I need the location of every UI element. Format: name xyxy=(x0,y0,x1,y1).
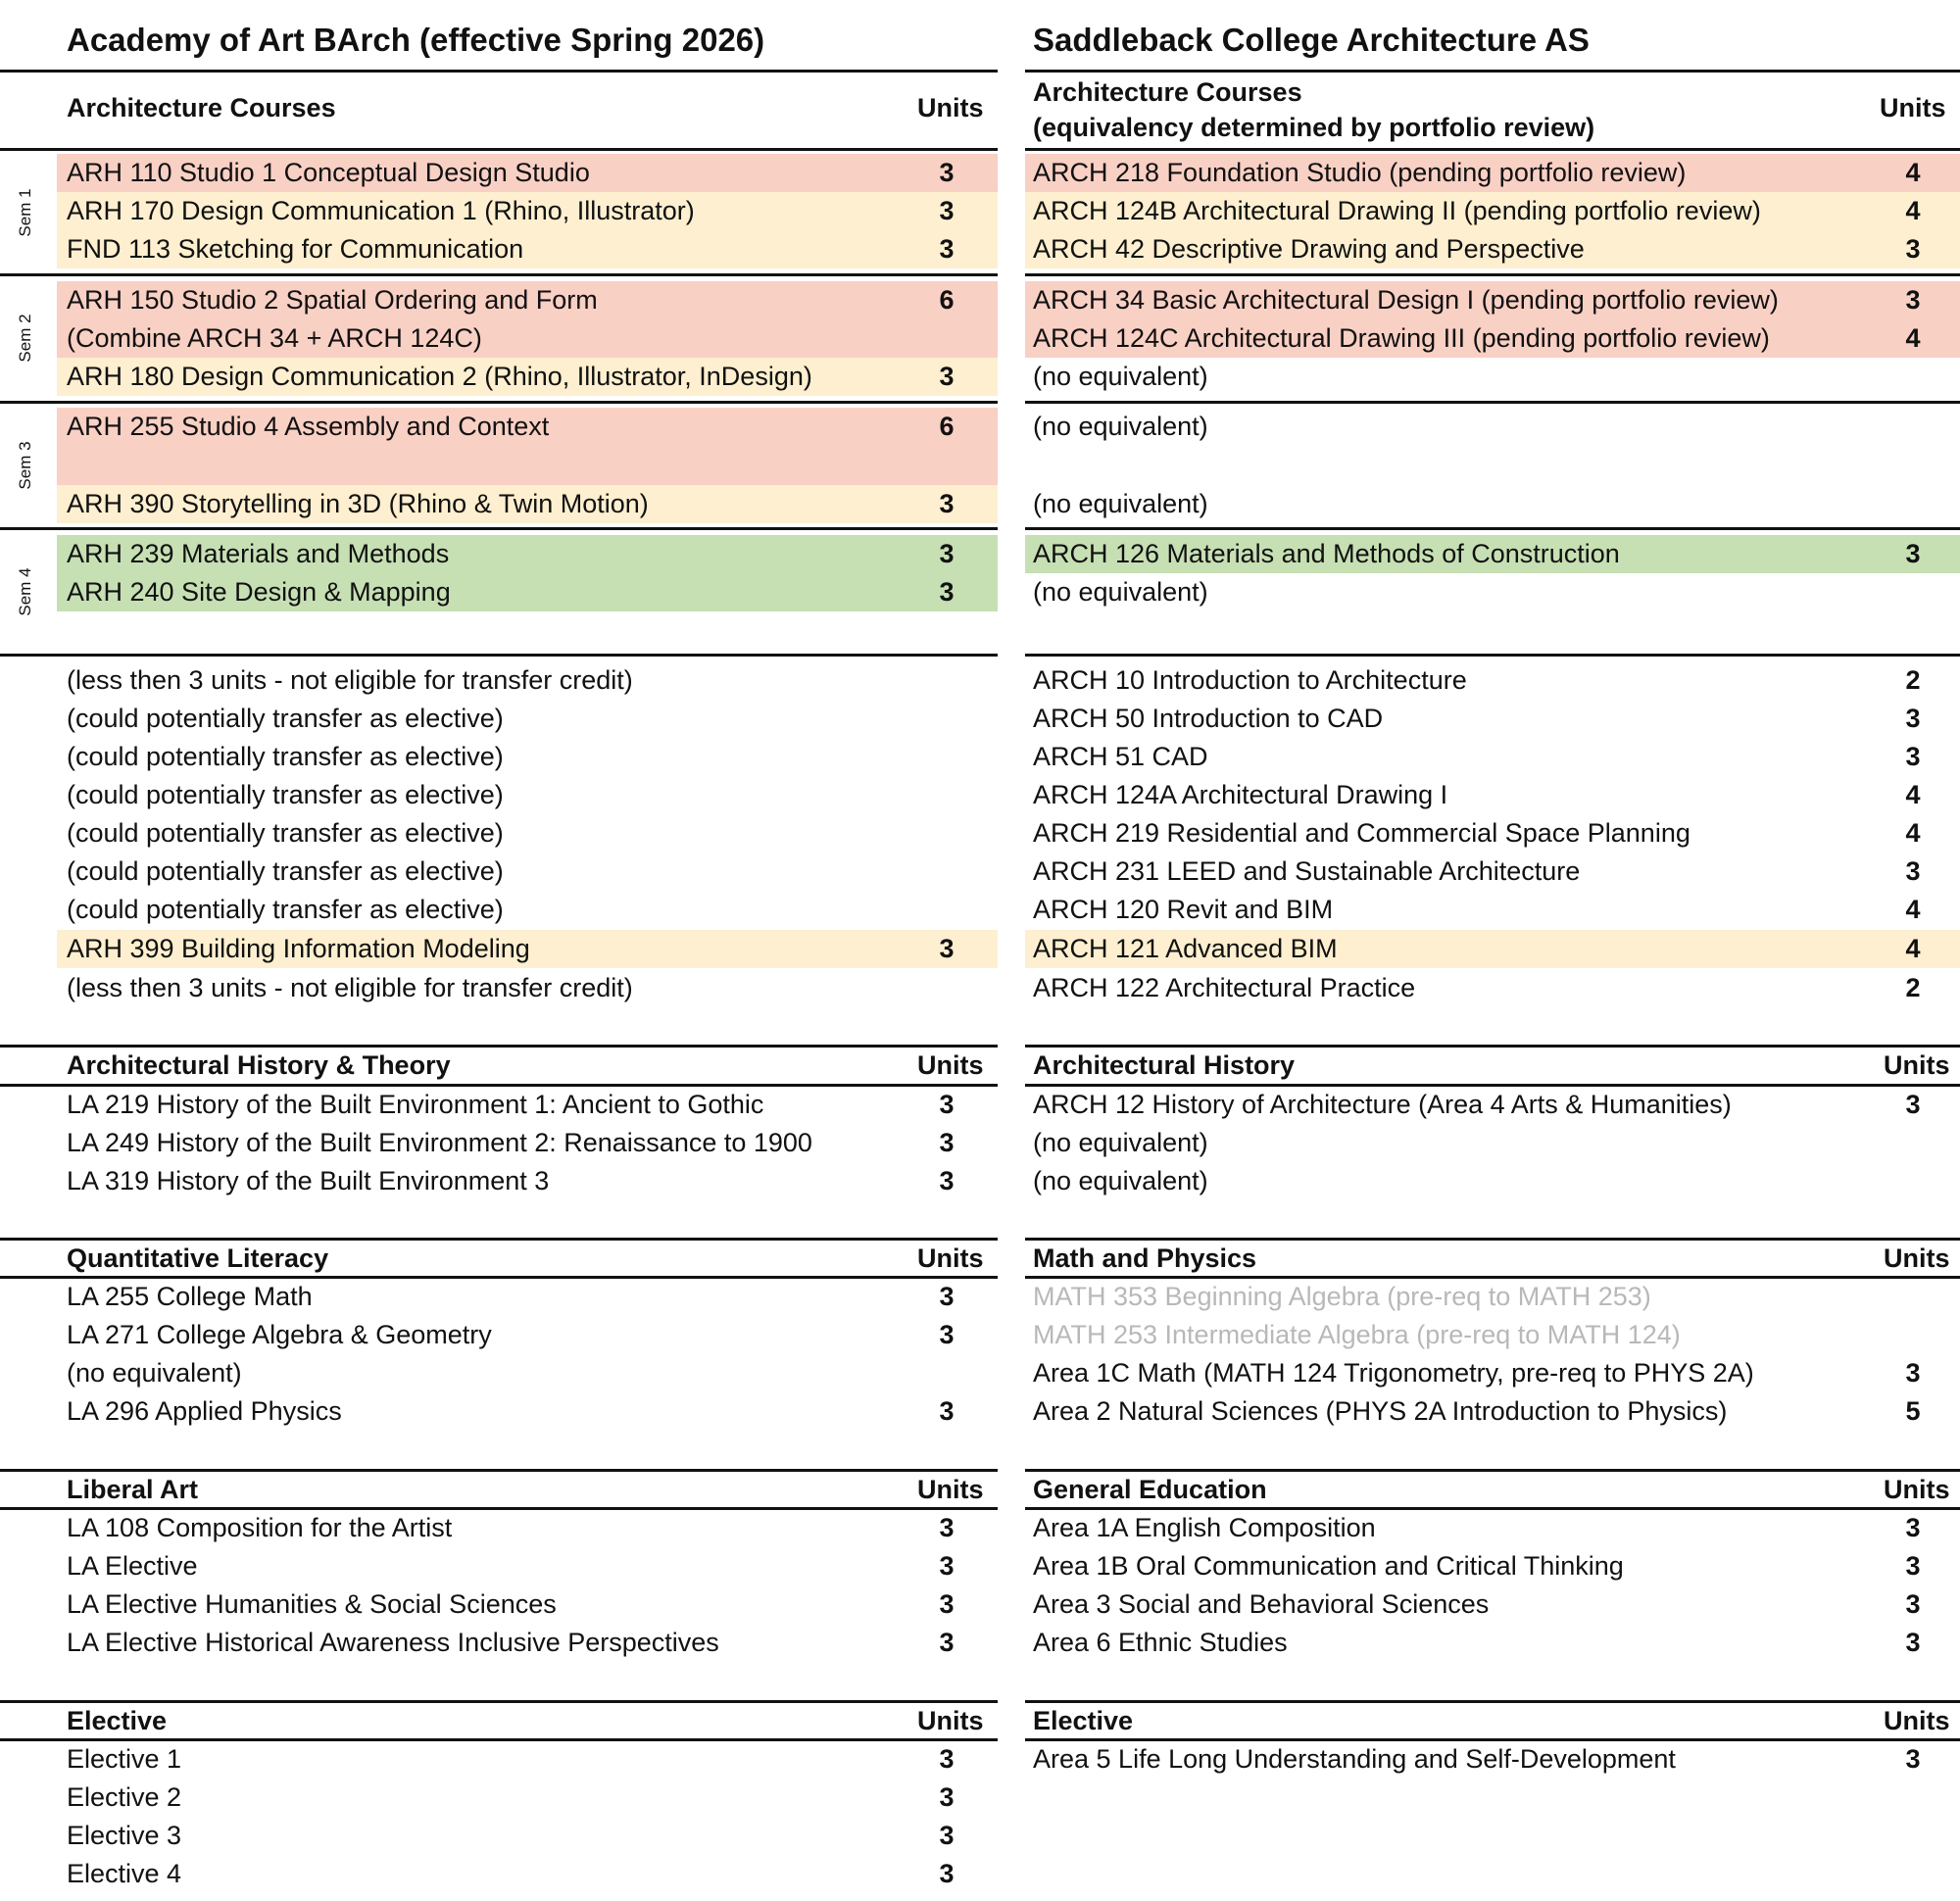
course-units: 3 xyxy=(939,1320,955,1349)
table-row xyxy=(1025,738,1960,776)
liberal-art-header: Liberal Art xyxy=(67,1475,199,1504)
course-units: 3 xyxy=(1905,234,1921,264)
table-row xyxy=(57,573,998,611)
table-row xyxy=(1025,1624,1960,1662)
course-units: 3 xyxy=(939,539,955,568)
course-name: ARCH 50 Introduction to CAD xyxy=(1033,704,1384,733)
course-units: 3 xyxy=(939,1090,955,1119)
course-name: ARCH 124B Architectural Drawing II (pending portfolio review) xyxy=(1033,196,1761,225)
course-units: 3 xyxy=(939,1166,955,1195)
course-units: 3 xyxy=(939,934,955,963)
course-units: 3 xyxy=(1905,1589,1921,1619)
table-row xyxy=(0,1585,998,1624)
course-units: 3 xyxy=(1905,539,1921,568)
table-row xyxy=(0,1779,998,1817)
elective-units-header: Units xyxy=(1884,1706,1950,1735)
course-units: 4 xyxy=(1905,780,1921,809)
right-title: Saddleback College Architecture AS xyxy=(1033,22,1590,58)
right-arch-header-note: (equivalency determined by portfolio review) xyxy=(1033,113,1595,142)
course-name: ARH 399 Building Information Modeling xyxy=(67,934,530,963)
course-name: ARH 170 Design Communication 1 (Rhino, Illustrator) xyxy=(67,196,695,225)
course-units: 3 xyxy=(939,1744,955,1774)
course-name: ARCH 124C Architectural Drawing III (pending portfolio review) xyxy=(1033,323,1770,353)
course-units: 3 xyxy=(939,1282,955,1311)
course-name: LA Elective Historical Awareness Inclusive Perspectives xyxy=(67,1628,719,1657)
course-name: ARCH 126 Materials and Methods of Construction xyxy=(1033,539,1620,568)
table-row xyxy=(0,1547,998,1585)
section-header xyxy=(1025,1471,1960,1509)
course-name: ARCH 124A Architectural Drawing I xyxy=(1033,780,1448,809)
divider xyxy=(1025,527,1960,530)
divider xyxy=(1025,401,1960,404)
course-units: 3 xyxy=(1905,1090,1921,1119)
course-note: (could potentially transfer as elective) xyxy=(67,780,504,809)
course-units: 3 xyxy=(939,1128,955,1157)
quant-units-header: Units xyxy=(917,1243,984,1273)
course-units: 4 xyxy=(1905,158,1921,187)
left-arch-header: Architecture Courses xyxy=(67,93,336,122)
course-name: LA 255 College Math xyxy=(67,1282,313,1311)
course-name: ARCH 120 Revit and BIM xyxy=(1033,895,1334,924)
course-name: ARH 110 Studio 1 Conceptual Design Studio xyxy=(67,158,590,187)
table-row xyxy=(0,776,998,814)
course-name: Elective 4 xyxy=(67,1859,182,1888)
table-row xyxy=(1025,1740,1960,1779)
course-name: Elective 1 xyxy=(67,1744,182,1774)
table-row xyxy=(1025,1509,1960,1547)
course-note: (could potentially transfer as elective) xyxy=(67,742,504,771)
course-note: (no equivalent) xyxy=(67,1358,242,1388)
course-units: 3 xyxy=(1905,1358,1921,1388)
course-note: (no equivalent) xyxy=(1033,412,1208,441)
course-name-muted: MATH 253 Intermediate Algebra (pre-req to MATH 124) xyxy=(1033,1320,1681,1349)
table-row xyxy=(0,738,998,776)
math-header: Math and Physics xyxy=(1033,1243,1257,1273)
table-row xyxy=(57,281,998,319)
divider xyxy=(0,401,998,404)
course-units: 3 xyxy=(1905,856,1921,886)
course-name: ARCH 231 LEED and Sustainable Architecture xyxy=(1033,856,1581,886)
course-name-muted: MATH 353 Beginning Algebra (pre-req to MATH 253) xyxy=(1033,1282,1651,1311)
course-units: 3 xyxy=(939,1628,955,1657)
table-row xyxy=(1025,1547,1960,1585)
table-row xyxy=(57,408,998,485)
table-row xyxy=(1025,1278,1960,1316)
table-row xyxy=(1025,535,1960,573)
table-row xyxy=(1025,700,1960,738)
course-units: 4 xyxy=(1905,934,1921,963)
history-header: Architectural History xyxy=(1033,1050,1296,1080)
course-name: LA 319 History of the Built Environment 3 xyxy=(67,1166,550,1195)
table-row xyxy=(0,1162,998,1200)
course-units: 3 xyxy=(939,1396,955,1426)
table-row xyxy=(1025,230,1960,268)
elective-units-header: Units xyxy=(917,1706,984,1735)
table-row xyxy=(1025,408,1960,446)
course-name: Area 2 Natural Sciences (PHYS 2A Introduction to Physics) xyxy=(1033,1396,1728,1426)
course-name: FND 113 Sketching for Communication xyxy=(67,234,524,264)
section-header xyxy=(0,1471,998,1509)
table-row xyxy=(1025,1585,1960,1624)
course-units: 3 xyxy=(1905,1551,1921,1581)
course-name: LA Elective Humanities & Social Sciences xyxy=(67,1589,557,1619)
section-header xyxy=(0,1047,998,1085)
course-name: ARH 390 Storytelling in 3D (Rhino & Twin Motion) xyxy=(67,489,649,518)
divider xyxy=(1025,70,1960,73)
course-units: 3 xyxy=(1905,742,1921,771)
course-name: ARCH 121 Advanced BIM xyxy=(1033,934,1338,963)
course-note: (could potentially transfer as elective) xyxy=(67,818,504,848)
course-units: 4 xyxy=(1905,323,1921,353)
table-row xyxy=(1025,891,1960,929)
table-row xyxy=(0,1278,998,1316)
left-title: Academy of Art BArch (effective Spring 2026) xyxy=(67,22,765,58)
section-header xyxy=(0,1702,998,1740)
course-note: (Combine ARCH 34 + ARCH 124C) xyxy=(67,323,482,353)
course-note: (could potentially transfer as elective) xyxy=(67,895,504,924)
table-row xyxy=(1025,1354,1960,1392)
course-note: (no equivalent) xyxy=(1033,1128,1208,1157)
section-header xyxy=(1025,1240,1960,1278)
course-name: Elective 3 xyxy=(67,1821,182,1850)
course-name: LA Elective xyxy=(67,1551,198,1581)
course-units: 3 xyxy=(1905,285,1921,315)
course-units: 6 xyxy=(939,412,955,441)
course-name: LA 249 History of the Built Environment 2: Renaissance to 1900 xyxy=(67,1128,812,1157)
table-row xyxy=(0,1855,998,1893)
table-row xyxy=(1025,1124,1960,1162)
table-row xyxy=(57,485,998,523)
table-row xyxy=(1025,154,1960,192)
ge-header: General Education xyxy=(1033,1475,1267,1504)
table-row xyxy=(0,1509,998,1547)
course-units: 3 xyxy=(939,196,955,225)
quant-header: Quantitative Literacy xyxy=(67,1243,329,1273)
table-row xyxy=(57,192,998,230)
course-note: (could potentially transfer as elective) xyxy=(67,704,504,733)
table-row xyxy=(1025,1162,1960,1200)
course-name: ARH 150 Studio 2 Spatial Ordering and Form xyxy=(67,285,598,315)
sem-4-label: Sem 4 xyxy=(16,567,34,616)
table-row xyxy=(0,700,998,738)
course-note: (could potentially transfer as elective) xyxy=(67,856,504,886)
course-units: 6 xyxy=(939,285,955,315)
course-units: 3 xyxy=(1905,1628,1921,1657)
table-row xyxy=(1025,281,1960,319)
course-name: LA 271 College Algebra & Geometry xyxy=(67,1320,492,1349)
course-units: 3 xyxy=(939,1782,955,1812)
section-header xyxy=(1025,1047,1960,1085)
table-row xyxy=(1025,1392,1960,1431)
table-row xyxy=(1025,573,1960,611)
table-row xyxy=(57,535,998,573)
course-units: 2 xyxy=(1905,665,1921,695)
table-row xyxy=(57,319,998,358)
history-units-header: Units xyxy=(917,1050,984,1080)
table-row xyxy=(1025,358,1960,396)
course-name: ARH 240 Site Design & Mapping xyxy=(67,577,451,607)
table-row xyxy=(0,1086,998,1124)
table-row xyxy=(57,230,998,268)
history-header: Architectural History & Theory xyxy=(67,1050,451,1080)
course-units: 5 xyxy=(1905,1396,1921,1426)
history-units-header: Units xyxy=(1884,1050,1950,1080)
course-note: (no equivalent) xyxy=(1033,577,1208,607)
course-units: 2 xyxy=(1905,973,1921,1002)
course-name: Area 1B Oral Communication and Critical Thinking xyxy=(1033,1551,1624,1581)
table-row xyxy=(1025,319,1960,358)
course-name: ARCH 12 History of Architecture (Area 4 Arts & Humanities) xyxy=(1033,1090,1732,1119)
course-units: 3 xyxy=(939,577,955,607)
divider xyxy=(1025,148,1960,151)
course-units: 3 xyxy=(939,489,955,518)
table-row xyxy=(1025,1086,1960,1124)
course-name: ARCH 42 Descriptive Drawing and Perspective xyxy=(1033,234,1585,264)
sem-3-label: Sem 3 xyxy=(16,441,34,490)
left-arch-units-header: Units xyxy=(917,93,984,122)
course-name: ARCH 218 Foundation Studio (pending portfolio review) xyxy=(1033,158,1687,187)
sem-2-label: Sem 2 xyxy=(16,314,34,363)
right-arch-header: Architecture Courses xyxy=(1033,77,1302,107)
right-arch-units-header: Units xyxy=(1880,93,1946,122)
course-name: Elective 2 xyxy=(67,1782,182,1812)
course-units: 3 xyxy=(939,1821,955,1850)
course-name: ARCH 34 Basic Architectural Design I (pending portfolio review) xyxy=(1033,285,1779,315)
course-units: 4 xyxy=(1905,196,1921,225)
elective-header: Elective xyxy=(67,1706,168,1735)
course-name: ARCH 51 CAD xyxy=(1033,742,1208,771)
divider xyxy=(0,70,998,73)
table-row xyxy=(0,1392,998,1431)
divider xyxy=(0,527,998,530)
divider xyxy=(0,148,998,151)
table-row xyxy=(1025,192,1960,230)
sem-1-label: Sem 1 xyxy=(16,187,34,237)
course-name: LA 219 History of the Built Environment 1: Ancient to Gothic xyxy=(67,1090,764,1119)
table-row xyxy=(1025,1316,1960,1354)
table-row xyxy=(0,853,998,891)
course-name: LA 296 Applied Physics xyxy=(67,1396,342,1426)
table-row xyxy=(0,1624,998,1662)
course-units: 3 xyxy=(939,362,955,391)
course-name: Area 1C Math (MATH 124 Trigonometry, pre-req to PHYS 2A) xyxy=(1033,1358,1754,1388)
course-name: LA 108 Composition for the Artist xyxy=(67,1513,453,1542)
course-note: (no equivalent) xyxy=(1033,362,1208,391)
course-name: Area 3 Social and Behavioral Sciences xyxy=(1033,1589,1490,1619)
course-name: ARH 255 Studio 4 Assembly and Context xyxy=(67,412,550,441)
course-name: ARCH 122 Architectural Practice xyxy=(1033,973,1416,1002)
divider xyxy=(0,273,998,276)
course-units: 3 xyxy=(1905,704,1921,733)
table-row xyxy=(0,1316,998,1354)
table-row xyxy=(0,1740,998,1779)
table-row xyxy=(1025,930,1960,968)
table-row xyxy=(57,154,998,192)
table-row xyxy=(1025,485,1960,523)
table-row xyxy=(57,358,998,396)
course-note: (less then 3 units - not eligible for transfer credit) xyxy=(67,973,633,1002)
course-units: 3 xyxy=(1905,1513,1921,1542)
course-name: Area 6 Ethnic Studies xyxy=(1033,1628,1288,1657)
course-units: 3 xyxy=(939,158,955,187)
math-units-header: Units xyxy=(1884,1243,1950,1273)
table-row xyxy=(0,969,998,1007)
table-row xyxy=(0,661,998,700)
divider xyxy=(0,654,998,657)
course-units: 3 xyxy=(939,1859,955,1888)
table-row xyxy=(1025,661,1960,700)
section-header xyxy=(0,1240,998,1278)
table-row xyxy=(0,1817,998,1855)
course-units: 3 xyxy=(939,1513,955,1542)
course-units: 3 xyxy=(939,234,955,264)
divider xyxy=(1025,273,1960,276)
course-units: 4 xyxy=(1905,818,1921,848)
ge-units-header: Units xyxy=(1884,1475,1950,1504)
course-name: ARCH 219 Residential and Commercial Space Planning xyxy=(1033,818,1690,848)
course-name: ARH 180 Design Communication 2 (Rhino, Illustrator, InDesign) xyxy=(67,362,812,391)
table-row xyxy=(0,814,998,853)
elective-header: Elective xyxy=(1033,1706,1134,1735)
table-row xyxy=(0,1354,998,1392)
course-units: 3 xyxy=(1905,1744,1921,1774)
course-units: 3 xyxy=(939,1551,955,1581)
course-name: ARH 239 Materials and Methods xyxy=(67,539,450,568)
course-name: Area 1A English Composition xyxy=(1033,1513,1376,1542)
table-row xyxy=(1025,814,1960,853)
course-note: (no equivalent) xyxy=(1033,489,1208,518)
table-row xyxy=(57,930,998,968)
table-row xyxy=(0,1124,998,1162)
course-note: (less then 3 units - not eligible for transfer credit) xyxy=(67,665,633,695)
liberal-units-header: Units xyxy=(917,1475,984,1504)
course-name: ARCH 10 Introduction to Architecture xyxy=(1033,665,1467,695)
divider xyxy=(1025,654,1960,657)
course-note: (no equivalent) xyxy=(1033,1166,1208,1195)
course-units: 3 xyxy=(939,1589,955,1619)
table-row xyxy=(1025,776,1960,814)
section-header xyxy=(1025,1702,1960,1740)
table-row xyxy=(1025,853,1960,891)
table-row xyxy=(1025,969,1960,1007)
course-name: Area 5 Life Long Understanding and Self-Development xyxy=(1033,1744,1676,1774)
table-row xyxy=(0,891,998,929)
course-units: 4 xyxy=(1905,895,1921,924)
